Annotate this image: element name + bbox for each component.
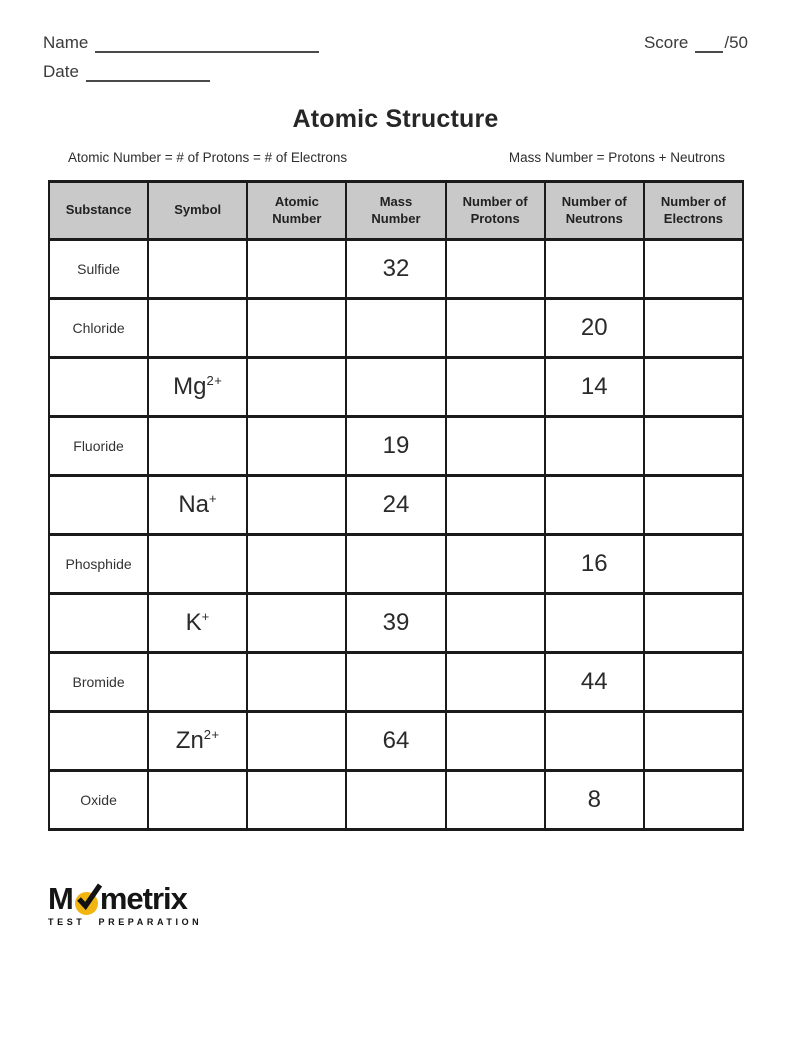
cell-neutrons: 16 — [545, 535, 644, 594]
cell-atomic-number — [247, 712, 346, 771]
cell-symbol — [148, 535, 247, 594]
logo-prefix: M — [48, 881, 73, 916]
cell-protons — [446, 476, 545, 535]
cell-electrons — [644, 417, 743, 476]
cell-atomic-number — [247, 653, 346, 712]
cell-electrons — [644, 240, 743, 299]
cell-protons — [446, 417, 545, 476]
cell-neutrons — [545, 240, 644, 299]
table-row — [49, 594, 743, 653]
cell-mass-number: 32 — [346, 240, 445, 299]
cell-protons — [446, 299, 545, 358]
atomic-number-rule: Atomic Number = # of Protons = # of Electrons — [68, 150, 348, 165]
table-row — [49, 417, 743, 476]
cell-substance: Oxide — [49, 771, 148, 830]
table-row — [49, 358, 743, 417]
cell-neutrons: 44 — [545, 653, 644, 712]
column-header: Number of Protons — [446, 182, 545, 240]
page-title: Atomic Structure — [292, 105, 499, 133]
cell-atomic-number — [247, 358, 346, 417]
name-label: Name — [43, 33, 89, 52]
cell-atomic-number — [247, 417, 346, 476]
logo-wordmark — [48, 883, 188, 914]
cell-electrons — [644, 771, 743, 830]
cell-neutrons — [545, 417, 644, 476]
column-header: Atomic Number — [247, 182, 346, 240]
cell-electrons — [644, 476, 743, 535]
date-label: Date — [43, 62, 79, 81]
cell-electrons — [644, 712, 743, 771]
name-blank-line — [95, 36, 319, 53]
cell-symbol: $Mg^{2+}$ — [148, 358, 247, 417]
cell-protons — [446, 240, 545, 299]
cell-neutrons — [545, 594, 644, 653]
cell-electrons — [644, 358, 743, 417]
name-field — [43, 33, 319, 53]
score-total: /50 — [724, 33, 748, 52]
table-header-row — [49, 182, 743, 240]
column-header: Number of Electrons — [644, 182, 743, 240]
cell-electrons — [644, 653, 743, 712]
top-bar — [43, 33, 748, 53]
column-header: Mass Number — [346, 182, 445, 240]
score-field — [644, 33, 748, 53]
cell-symbol — [148, 417, 247, 476]
cell-mass-number: 64 — [346, 712, 445, 771]
logo-suffix: metrix — [99, 881, 187, 916]
table-row — [49, 240, 743, 299]
table-row — [49, 771, 743, 830]
table-row — [49, 299, 743, 358]
cell-atomic-number — [247, 771, 346, 830]
cell-symbol: $Zn^{2+}$ — [148, 712, 247, 771]
cell-symbol — [148, 240, 247, 299]
cell-substance: Phosphide — [49, 535, 148, 594]
check-icon — [75, 892, 98, 915]
cell-neutrons: 8 — [545, 771, 644, 830]
cell-substance: Bromide — [49, 653, 148, 712]
cell-atomic-number — [247, 240, 346, 299]
cell-symbol — [148, 299, 247, 358]
cell-neutrons — [545, 712, 644, 771]
worksheet-page — [0, 33, 791, 1057]
cell-protons — [446, 653, 545, 712]
cell-protons — [446, 771, 545, 830]
cell-mass-number — [346, 653, 445, 712]
cell-atomic-number — [247, 535, 346, 594]
date-field — [43, 62, 748, 82]
cell-symbol — [148, 653, 247, 712]
logo-tagline: TEST PREPARATION — [48, 917, 203, 927]
cell-mass-number — [346, 299, 445, 358]
cell-electrons — [644, 299, 743, 358]
column-header: Substance — [49, 182, 148, 240]
cell-symbol: Na+ — [148, 476, 247, 535]
cell-electrons — [644, 535, 743, 594]
column-header: Symbol — [148, 182, 247, 240]
table-row — [49, 653, 743, 712]
cell-symbol — [148, 771, 247, 830]
cell-protons — [446, 594, 545, 653]
date-blank-line — [86, 65, 210, 82]
cell-mass-number — [346, 771, 445, 830]
cell-neutrons: 20 — [545, 299, 644, 358]
cell-substance: Chloride — [49, 299, 148, 358]
score-blank-line — [695, 36, 723, 53]
score-label: Score — [643, 33, 689, 52]
cell-electrons — [644, 594, 743, 653]
cell-neutrons: 14 — [545, 358, 644, 417]
cell-atomic-number — [247, 594, 346, 653]
table-row — [49, 535, 743, 594]
mometrix-logo — [48, 881, 203, 927]
cell-atomic-number — [247, 299, 346, 358]
cell-substance — [49, 476, 148, 535]
cell-protons — [446, 535, 545, 594]
table-row — [49, 476, 743, 535]
column-header: Number of Neutrons — [545, 182, 644, 240]
cell-substance — [49, 358, 148, 417]
cell-substance — [49, 594, 148, 653]
cell-substance: Fluoride — [49, 417, 148, 476]
formula-hints — [68, 150, 725, 165]
cell-mass-number: 19 — [346, 417, 445, 476]
cell-symbol: K+ — [148, 594, 247, 653]
cell-neutrons — [545, 476, 644, 535]
cell-protons — [446, 712, 545, 771]
table-row — [49, 712, 743, 771]
cell-mass-number: 39 — [346, 594, 445, 653]
cell-atomic-number — [247, 476, 346, 535]
table-body — [49, 240, 743, 830]
cell-substance: Sulfide — [49, 240, 148, 299]
cell-substance — [49, 712, 148, 771]
cell-mass-number — [346, 358, 445, 417]
cell-mass-number — [346, 535, 445, 594]
cell-protons — [446, 358, 545, 417]
mass-number-rule: Mass Number = Protons + Neutrons — [508, 150, 725, 165]
atomic-structure-table — [48, 180, 744, 831]
cell-mass-number: 24 — [346, 476, 445, 535]
